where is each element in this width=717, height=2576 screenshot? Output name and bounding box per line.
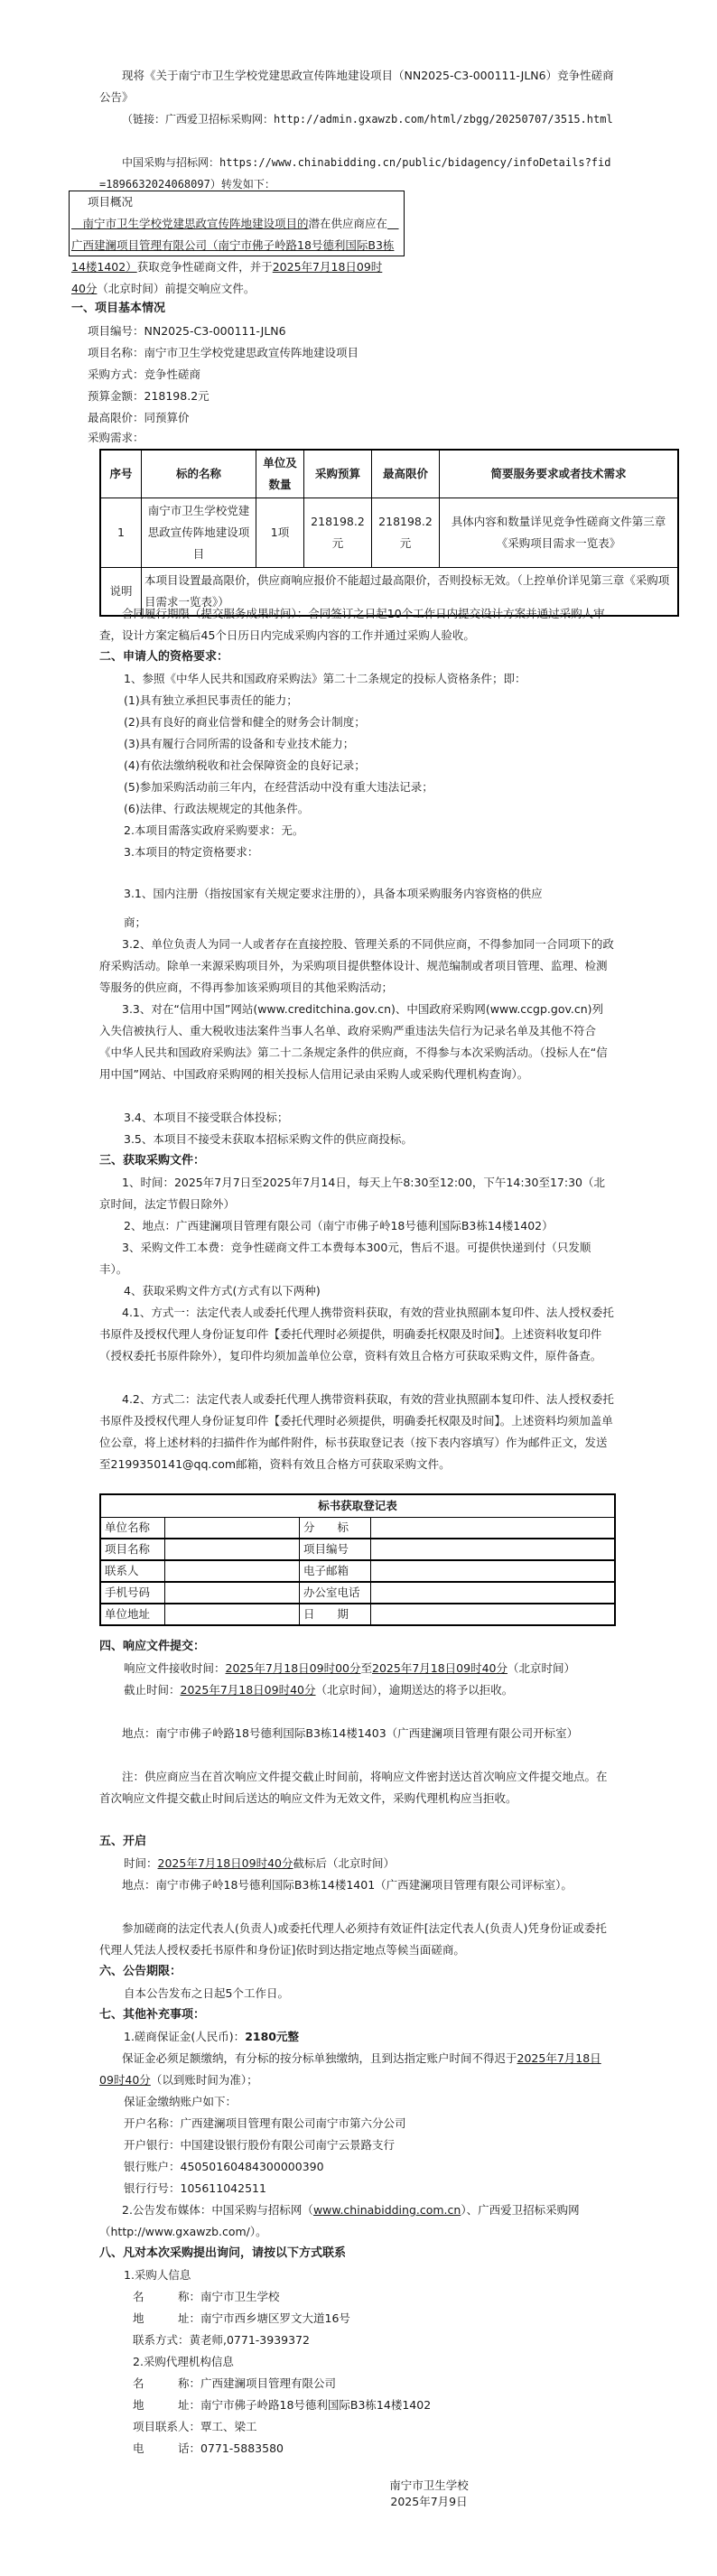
qualification-item: (5)参加采购活动前三年内，在经营活动中没有重大违法记录； — [124, 780, 433, 794]
reg-label: 联系人 — [100, 1560, 165, 1582]
cell-item-name: 南宁市卫生学校党建思政宣传阵地建设项目 — [142, 498, 256, 568]
reg-label: 项目编号 — [300, 1539, 371, 1560]
publication-media — [99, 2199, 614, 2243]
requirement-3-2: 3.2、单位负责人为同一人或者存在直接控股、管理关系的不同供应商，不得参加同一合同项下的政府采购活动。除单一来源采购项目外，为采购项目提供整体设计、规范编制或者项目管理、监理、检测等服务的供应商，不得再参加该采购项目的其他采购活动； — [99, 937, 614, 994]
header-index: 序号 — [100, 450, 142, 498]
opening-time-value: 2025年7月18日09时40分 — [157, 1856, 293, 1870]
qualification-item: (6)法律、行政法规规定的其他条件。 — [124, 802, 310, 815]
requirement-3-5: 3.5、本项目不接受未获取本招标采购文件的供应商投标。 — [124, 1132, 413, 1146]
deposit-account-title: 保证金缴纳账户如下： — [124, 2095, 237, 2108]
reg-label: 分 标 — [300, 1518, 371, 1539]
table-row — [100, 498, 678, 568]
project-number: 项目编号：NN2025-C3-000111-JLN6 — [88, 324, 286, 338]
requirement-3-3: 3.3、对在“信用中国”网站(www.creditchina.gov.cn)、中国政府采购网(www.ccgp.gov.cn)列入失信被执行人、重大税收违法案件当事人名单、政府采购严重违法失信行为记录名单及其他不符合《中华人民共和国政府采购法》第二十二条规定条件的供应商，不得参与本次采购活动。（投标人在“信用中国”网站、中国政府采购网的相关投标人信用记录由采购人或采购代理机构查询）。 — [99, 1002, 608, 1081]
deposit-note-b: （以到账时间为准）； — [150, 2073, 258, 2087]
reg-field-company[interactable] — [165, 1518, 300, 1539]
registration-form-title: 标书获取登记表 — [100, 1494, 615, 1518]
receive-time-label: 响应文件接收时间： — [124, 1661, 226, 1675]
section-7-heading: 七、其他补充事项： — [99, 2008, 206, 2022]
opening-time-label: 时间： — [124, 1856, 158, 1870]
reg-field-office-phone[interactable] — [371, 1582, 616, 1604]
reg-field-contact[interactable] — [165, 1560, 300, 1582]
agent-address: 地 址：南宁市佛子岭路18号德利国际B3栋14楼1402 — [133, 2398, 432, 2412]
project-name: 项目名称：南宁市卫生学校党建思政宣传阵地建设项目 — [88, 346, 359, 359]
opening-time-tail: 截标后（北京时间） — [293, 1856, 396, 1870]
section-1-heading: 一、项目基本情况 — [71, 302, 166, 315]
section-8-heading: 八、凡对本次采购提出询问，请按以下方式联系 — [99, 2246, 347, 2260]
contract-period: 合同履行期限（提交服务成果时间）：合同签订之日起10个工作日内提交设计方案并通过采购人审查，设计方案定稿后45个日历日内完成采购内容的工作并通过采购人验收。 — [99, 607, 605, 642]
buyer-contact: 联系方式：黄老师,0771-3939372 — [133, 2333, 310, 2347]
submission-note: 注：供应商应当在首次响应文件提交截止时间前，将响应文件密封送达首次响应文件提交地点。在首次响应文件提交截止时间后送达的响应文件为无效文件，采购代理机构应当拒收。 — [99, 1770, 608, 1805]
buyer-info-title: 1.采购人信息 — [124, 2268, 191, 2282]
cell-requirements: 具体内容和数量详见竞争性磋商文件第三章《采购项目需求一览表》 — [440, 498, 679, 568]
deposit-deadline: 2025年7月18日09时40分 — [99, 2051, 601, 2087]
cell-budget: 218198.2元 — [304, 498, 372, 568]
overview-text-b: 获取竞争性磋商文件，并于 — [136, 260, 273, 274]
requirement-3-1-cont: 商； — [124, 916, 147, 929]
signature-org: 南宁市卫生学校 — [389, 2478, 469, 2492]
registration-row — [100, 1518, 615, 1539]
header-item-name: 标的名称 — [142, 450, 256, 498]
opening-attendance-note: 参加磋商的法定代表人(负责人)或委托代理人必须持有效证件[法定代表人(负责人)凭身份证或委托代理人凭法人授权委托书原件和身份证]依时到达指定地点等候当面磋商。 — [99, 1921, 607, 1957]
deposit-label: 1.磋商保证金(人民币)： — [124, 2030, 246, 2043]
overview-company: 广西建澜项目管理有限公司（南宁市佛子岭路18号德利国际B3栋14楼1402） — [71, 217, 399, 274]
requirement-table-header — [100, 450, 678, 498]
submission-deadline — [124, 1679, 616, 1701]
acquire-time: 1、时间：2025年7月7日至2025年7月14日，每天上午8:30至12:00，下午14:30至17:30（北京时间，法定节假日除外） — [99, 1176, 605, 1211]
opening-place: 地点：南宁市佛子岭18号德利国际B3栋14楼1401（广西建澜项目管理有限公司评标室）。 — [122, 1878, 573, 1892]
cell-unit-qty: 1项 — [256, 498, 304, 568]
reg-field-project-name[interactable] — [165, 1539, 300, 1560]
receive-time-to: 2025年7月18日09时40分 — [372, 1661, 507, 1675]
account-name: 开户名称：广西建澜项目管理有限公司南宁市第六分公司 — [124, 2116, 406, 2130]
registration-row — [100, 1539, 615, 1560]
acquire-method-2: 4.2、方式二：法定代表人或委托代理人携带资料获取，有效的营业执照副本复印件、法人授权委托书原件及授权代理人身份证复印件【委托代理时必须提供，明确委托权限及时间】。上述资料均须加盖单位公章，将上述材料的扫描件作为邮件附件，标书获取登记表（按下表内容填写）作为邮件正文，发送至2199350141@qq.com邮箱，资料有效且合格方可获取采购文件。 — [99, 1392, 614, 1471]
intro-line: 现将《关于南宁市卫生学校党建思政宣传阵地建设项目（NN2025-C3-000111-JLN6）竞争性磋商公告》 — [99, 69, 614, 104]
bank-code: 银行行号：105611042511 — [124, 2181, 266, 2195]
registration-row — [100, 1604, 615, 1625]
qualification-item: (2)具有良好的商业信誉和健全的财务会计制度； — [124, 715, 366, 729]
overview-text-a: 潜在供应商应在 — [308, 217, 388, 230]
reg-label: 电子邮箱 — [300, 1560, 371, 1582]
qualification-intro: 1、参照《中华人民共和国政府采购法》第二十二条规定的投标人资格条件；即： — [124, 672, 526, 685]
buyer-address: 地 址：南宁市西乡塘区罗文大道16号 — [133, 2311, 350, 2325]
section-4-heading: 四、响应文件提交： — [99, 1640, 206, 1653]
document-fee: 3、采购文件工本费：竞争性磋商文件工本费每本300元，售后不退。可提供快递到付（只发顺丰）。 — [99, 1241, 591, 1276]
buyer-name: 名 称：南宁市卫生学校 — [133, 2290, 280, 2303]
header-budget: 采购预算 — [304, 450, 372, 498]
receive-time — [124, 1658, 616, 1679]
signature-date: 2025年7月9日 — [390, 2495, 468, 2508]
qualification-item: (1)具有独立承担民事责任的能力； — [124, 693, 298, 707]
overview-title: 项目概况 — [88, 195, 134, 209]
media-text-b: ）、广西爱卫招标采购网（http://www.gxawzb.com/）。 — [99, 2203, 580, 2238]
registration-row — [100, 1582, 615, 1604]
reg-field-lot[interactable] — [371, 1518, 616, 1539]
agent-phone: 电 话：0771-5883580 — [133, 2441, 284, 2455]
acquire-method-1: 4.1、方式一：法定代表人或委托代理人携带资料获取，有效的营业执照副本复印件、法人授权委托书原件及授权代理人身份证复印件【委托代理时必须提供，明确委托权限及时间】。上述资料收复印件（授权委托书原件除外），复印件均须加盖单位公章，资料有效且合格方可获取采购文件，原件备查。 — [99, 1306, 614, 1362]
chinabidding-link[interactable]: www.chinabidding.com.cn — [312, 2203, 461, 2217]
reg-label: 项目名称 — [100, 1539, 165, 1560]
overview-project: 南宁市卫生学校党建思政宣传阵地建设项目的 — [71, 217, 309, 230]
deposit-note — [99, 2048, 614, 2091]
opening-time — [124, 1853, 616, 1874]
requirement-3-4: 3.4、本项目不接受联合体投标； — [124, 1111, 289, 1124]
section-5-heading: 五、开启 — [99, 1835, 147, 1848]
acquire-place: 2、地点：广西建澜项目管理有限公司（南宁市佛子岭18号德利国际B3栋14楼1402） — [124, 1219, 554, 1232]
deposit-note-a: 保证金必须足额缴纳，有分标的按分标单独缴纳，且到达指定账户时间不得迟于 — [122, 2051, 517, 2065]
reg-label: 单位名称 — [100, 1518, 165, 1539]
announcement-period: 自本公告发布之日起5个工作日。 — [124, 1986, 289, 2000]
header-unit-qty: 单位及数量 — [256, 450, 304, 498]
cell-max-price: 218198.2元 — [372, 498, 440, 568]
overview-text-c: （北京时间）前提交响应文件。 — [97, 282, 256, 295]
media-text-a: 2.公告发布媒体：中国采购与招标网（ — [122, 2203, 313, 2217]
registration-row — [100, 1560, 615, 1582]
deposit-value: 2180元整 — [245, 2030, 299, 2043]
requirement-3-1: 3.1、国内注册（指按国家有关规定要求注册的），具备本项采购服务内容资格的供应 — [124, 887, 543, 900]
account-number: 银行账户：45050160484300000390 — [124, 2160, 324, 2173]
registration-form-table — [99, 1493, 616, 1626]
overview-text — [71, 213, 399, 300]
reg-label: 单位地址 — [100, 1604, 165, 1625]
policy-requirement: 2.本项目需落实政府采购要求：无。 — [124, 823, 304, 837]
receive-time-from: 2025年7月18日09时00分 — [225, 1661, 361, 1675]
qualification-item: (4)有依法缴纳税收和社会保障资金的良好记录； — [124, 758, 366, 772]
reg-label: 日 期 — [300, 1604, 371, 1625]
requirement-table — [99, 449, 679, 617]
agent-info-title: 2.采购代理机构信息 — [133, 2355, 234, 2368]
deposit-amount — [124, 2026, 616, 2048]
section-3-heading: 三、获取采购文件： — [99, 1154, 206, 1167]
note-label: 说明 — [100, 568, 142, 617]
qualification-item: (3)具有履行合同所需的设备和专业技术能力； — [124, 737, 355, 750]
reg-label: 手机号码 — [100, 1582, 165, 1604]
reg-field-address[interactable] — [165, 1604, 300, 1625]
reg-label: 办公室电话 — [300, 1582, 371, 1604]
budget-amount: 预算金额：218198.2元 — [88, 389, 210, 403]
note-text: 本项目设置最高限价，供应商响应报价不能超过最高限价，否则投标无效。（上控单价详见第三章《采购项目需求一览表》） — [142, 568, 679, 617]
specific-requirement-label: 3.本项目的特定资格要求： — [124, 845, 259, 859]
intro-link-gxawzb[interactable]: （链接：广西爱卫招标采购网：http://admin.gxawzb.com/html/zbgg/20250707/3515.html — [122, 113, 613, 126]
reg-field-email[interactable] — [371, 1560, 616, 1582]
acquire-method-title: 4、获取采购文件方式(方式有以下两种) — [124, 1284, 321, 1297]
procurement-requirement-label: 采购需求： — [88, 431, 144, 444]
agent-contact: 项目联系人：覃工、梁工 — [133, 2420, 257, 2433]
section-2-heading: 二、申请人的资格要求： — [99, 650, 229, 664]
max-price: 最高限价：同预算价 — [88, 411, 190, 424]
deadline-value: 2025年7月18日09时40分 — [180, 1683, 316, 1697]
header-requirements: 简要服务要求或者技术需求 — [440, 450, 679, 498]
overview-deadline: 2025年7月18日09时40分 — [71, 260, 383, 295]
agent-name: 名 称：广西建澜项目管理有限公司 — [133, 2376, 337, 2390]
intro-link-chinabidding[interactable]: 中国采购与招标网：https://www.chinabidding.cn/public/bidagency/infoDetails?fid=1896632024068097）转发如下： — [99, 156, 611, 191]
header-max-price: 最高限价 — [372, 450, 440, 498]
reg-field-project-number[interactable] — [371, 1539, 616, 1560]
deadline-label: 截止时间： — [124, 1683, 181, 1697]
reg-field-mobile[interactable] — [165, 1582, 300, 1604]
receive-time-tail: （北京时间） — [507, 1661, 576, 1675]
account-bank: 开户银行：中国建设银行股份有限公司南宁云景路支行 — [124, 2138, 396, 2152]
procurement-method: 采购方式：竞争性磋商 — [88, 367, 201, 381]
section-6-heading: 六、公告期限： — [99, 1965, 182, 1978]
reg-field-date[interactable] — [371, 1604, 616, 1625]
deadline-tail: （北京时间），逾期送达的将予以拒收。 — [315, 1683, 514, 1697]
cell-index: 1 — [100, 498, 142, 568]
receive-time-to-word: 至 — [360, 1661, 373, 1675]
submission-place: 地点：南宁市佛子岭路18号德利国际B3栋14楼1403（广西建澜项目管理有限公司开标室） — [122, 1726, 579, 1740]
